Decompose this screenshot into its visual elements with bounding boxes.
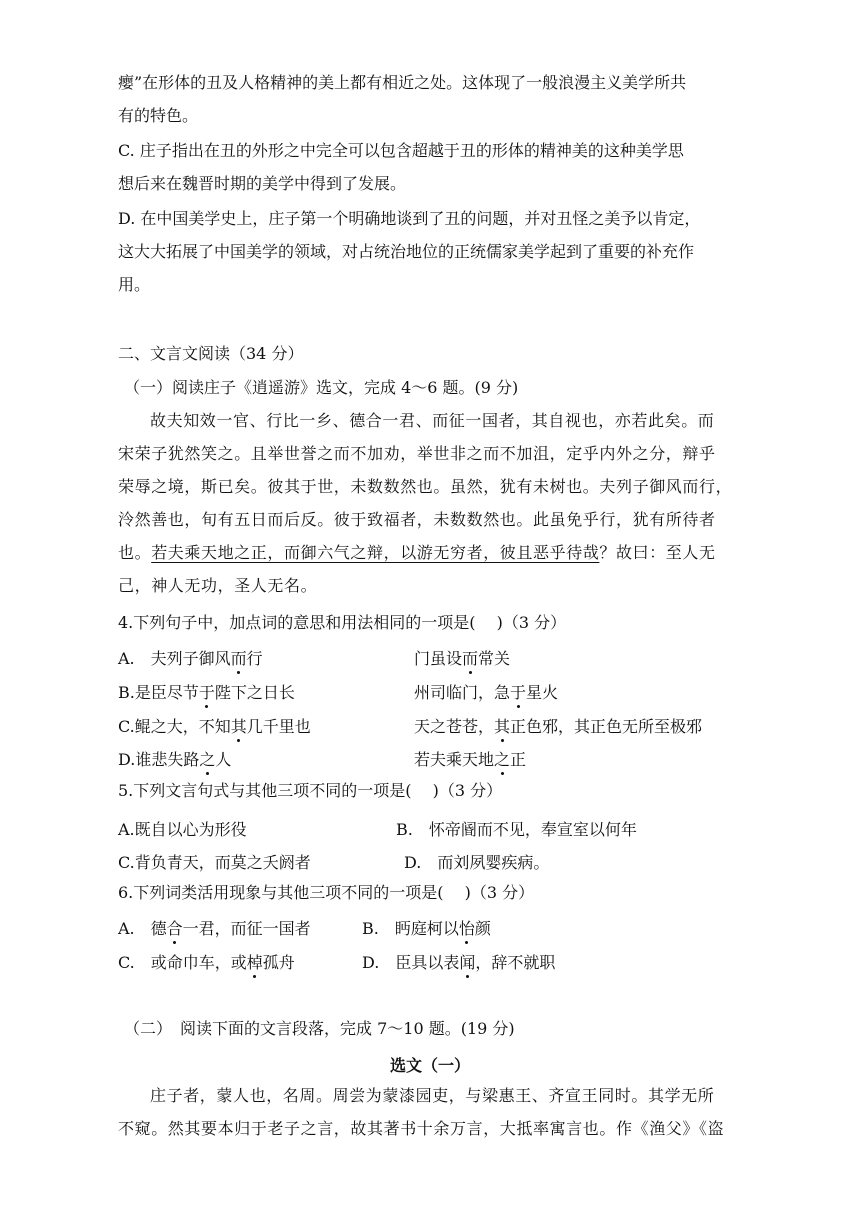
option-d-line-2: 这大大拓展了中国美学的领域，对占统治地位的正统儒家美学起到了重要的补充作 <box>118 242 695 261</box>
q6-option-d: D. 臣具以表闻，辞不就职 <box>362 953 556 972</box>
q5-option-c: C.背负青天，而莫之夭阏者 <box>118 853 311 872</box>
q5-stem: 5.下列文言句式与其他三项不同的一项是( )（3 分） <box>118 781 503 800</box>
q5-option-a: A.既自以心为形役 <box>118 820 247 839</box>
part2-title: （二） 阅读下面的文言段落，完成 7～10 题。(19 分) <box>124 1019 515 1038</box>
emphasis-dot-char: 于 <box>198 683 215 702</box>
emphasis-dot-char: 其 <box>230 717 247 736</box>
emphasis-dot-char: 合 <box>166 919 183 938</box>
passage-line: 泠然善也，旬有五日而后反。彼于致福者，未数数然也。此虽免乎行，犹有所待者 <box>118 510 716 529</box>
passage-fragment: ？故曰：至人无 <box>599 543 716 562</box>
q6-option-c: C. 或命巾车，或棹孤舟 <box>118 953 295 972</box>
part2-heading: 选文（一） <box>389 1056 470 1075</box>
emphasis-dot-char: 而 <box>462 649 479 668</box>
q5-option-b: B. 怀帝阍而不见，奉宣室以何年 <box>396 820 637 839</box>
passage-line: 宋荣子犹然笑之。且举世誉之而不加劝，举世非之而不加沮，定乎内外之分，辩乎 <box>118 444 716 463</box>
emphasis-dot-char: 之 <box>199 750 216 769</box>
q4-option-b-left: B.是臣尽节于陛下之日长 <box>118 683 295 702</box>
option-c-line-2: 想后来在魏晋时期的美学中得到了发展。 <box>118 174 407 193</box>
emphasis-dot-char: 而 <box>230 649 247 668</box>
passage-line: 不窥。然其要本归于老子之言，故其著书十余万言，大抵率寓言也。作《渔父》《盗 <box>118 1119 725 1138</box>
passage-line: 庄子者，蒙人也，名周。周尝为蒙漆园吏，与梁惠王、齐宣王同时。其学无所 <box>150 1086 715 1105</box>
emphasis-dot-char: 怡 <box>458 919 475 938</box>
q4-option-d-right: 若夫乘天地之正 <box>414 750 527 769</box>
q4-option-c-right: 天之苍苍，其正色邪，其正色无所至极邪 <box>414 717 703 736</box>
emphasis-dot-char: 之 <box>494 750 511 769</box>
option-b-line-2: 有的特色。 <box>118 106 199 125</box>
option-d-line-3: 用。 <box>118 275 151 294</box>
option-b-line-1: 瘿”在形体的丑及人格精神的美上都有相近之处。这体现了一般浪漫主义美学所共 <box>118 73 687 92</box>
passage-line: 己，神人无功，圣人无名。 <box>118 576 318 595</box>
part1-title: （一）阅读庄子《逍遥游》选文，完成 4～6 题。(9 分) <box>124 378 519 397</box>
section-title: 二、文言文阅读（34 分） <box>118 344 304 363</box>
q4-option-d-left: D.谁悲失路之人 <box>118 750 232 769</box>
emphasis-dot-char: 棹 <box>246 953 263 972</box>
q6-stem: 6.下列词类活用现象与其他三项不同的一项是( )（3 分） <box>118 883 535 902</box>
emphasis-dot-char: 其 <box>494 717 511 736</box>
passage-xiaoyaoyou <box>118 404 742 602</box>
passage-line <box>118 536 742 569</box>
passage-zhuangzi-biography <box>118 1079 742 1145</box>
q4-stem: 4.下列句子中，加点词的意思和用法相同的一项是( )（3 分） <box>118 613 567 632</box>
option-d-line-1: D. 在中国美学史上，庄子第一个明确地谈到了丑的问题，并对丑怪之美予以肯定， <box>118 209 701 228</box>
passage-line: 故夫知效一官、行比一乡、德合一君、而征一国者，其自视也，亦若此矣。而 <box>150 411 715 430</box>
passage-fragment: 也。 <box>118 543 152 562</box>
q5-option-d: D. 而刘夙婴疾病。 <box>404 853 550 872</box>
underlined-sentence: 若夫乘天地之正，而御六气之辩，以游无穷者，彼且恶乎待哉 <box>151 543 600 562</box>
q4-option-b-right: 州司临门，急于星火 <box>414 683 559 702</box>
q4-option-c-left: C.鲲之大，不知其几千里也 <box>118 717 311 736</box>
emphasis-dot-char: 闻 <box>459 953 476 972</box>
q6-option-b: B. 眄庭柯以怡颜 <box>362 919 491 938</box>
q4-option-a-left: A. 夫列子御风而行 <box>118 649 263 668</box>
q4-option-a-right: 门虽设而常关 <box>414 649 511 668</box>
option-c-line-1: C. 庄子指出在丑的外形之中完全可以包含超越于丑的形体的精神美的这种美学思 <box>118 141 684 160</box>
emphasis-dot-char: 于 <box>510 683 527 702</box>
passage-line: 荣辱之境，斯已矣。彼其于世，未数数然也。虽然，犹有未树也。夫列子御风而行， <box>118 477 733 496</box>
q6-option-a: A. 德合一君，而征一国者 <box>118 919 311 938</box>
